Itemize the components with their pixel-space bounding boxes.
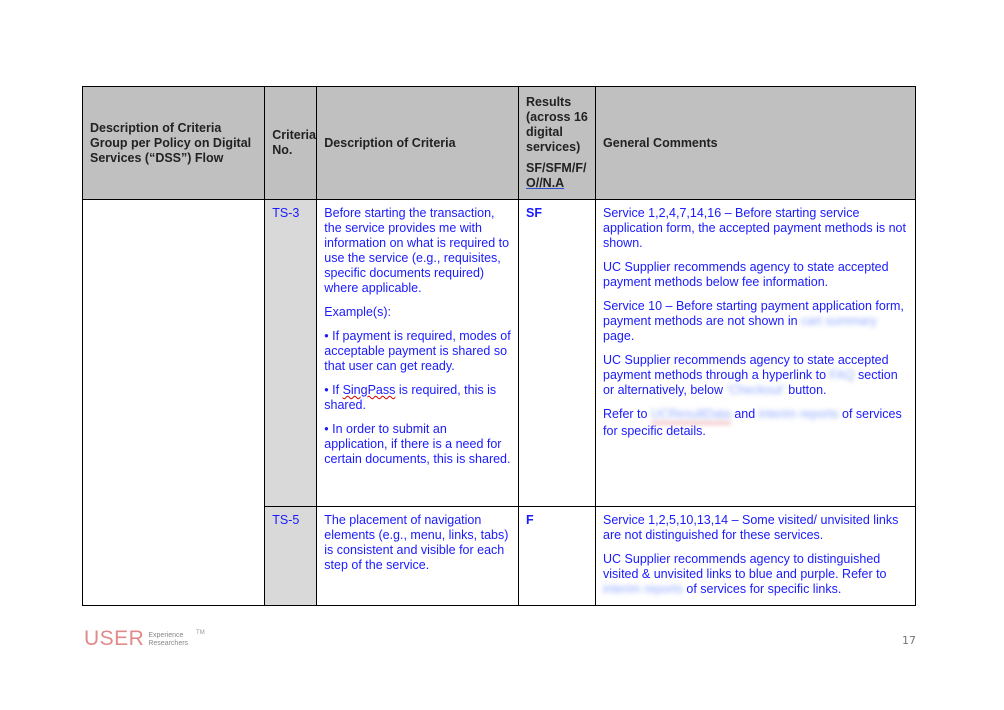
header-results-title: Results (across 16 digital services) bbox=[526, 95, 588, 154]
comments-cell bbox=[596, 200, 916, 507]
page-number: 17 bbox=[902, 634, 916, 647]
comment-text: of services for specific links. bbox=[682, 582, 842, 596]
redacted-text: ‘Checkout’ bbox=[726, 383, 785, 397]
logo-sub-line1: Experience bbox=[148, 632, 184, 639]
comment-text: button. bbox=[784, 383, 827, 397]
header-group: Description of Criteria Group per Policy on Digital Services (“DSS”) Flow bbox=[83, 87, 265, 200]
results-codes-b: O//N.A bbox=[526, 176, 565, 190]
criteria-no-cell: TS-5 bbox=[265, 507, 317, 606]
comment-para bbox=[603, 407, 909, 439]
redacted-link[interactable]: UCResultData bbox=[651, 407, 731, 424]
comment-para: UC Supplier recommends agency to state accepted payment methods below fee information. bbox=[603, 260, 889, 289]
comment-para bbox=[603, 552, 909, 597]
company-logo bbox=[84, 628, 205, 650]
redacted-text: cart summary bbox=[801, 314, 877, 328]
description-para: The placement of navigation elements (e.g., menu, links, tabs) is consistent and visible for each step of the service. bbox=[324, 513, 509, 572]
description-para: Before starting the transaction, the service provides me with information on what is required to use the service (e.g., requisites, specific documents required) where applicable. bbox=[324, 206, 510, 295]
table-row bbox=[83, 200, 916, 507]
comment-text: page. bbox=[603, 329, 635, 343]
description-para bbox=[324, 383, 512, 413]
criteria-table bbox=[82, 86, 916, 606]
result-cell: SF bbox=[519, 200, 596, 507]
comment-text: UC Supplier recommends agency to state accepted payment methods through a hyperlink to bbox=[603, 353, 889, 382]
comment-text: and bbox=[730, 407, 759, 421]
logo-sub-line2: Researchers bbox=[148, 640, 189, 647]
redacted-text: FAQ bbox=[829, 368, 855, 382]
comments-cell bbox=[596, 507, 916, 606]
header-results bbox=[519, 87, 596, 200]
logo-subtitle bbox=[148, 632, 188, 648]
comment-text: Refer to bbox=[603, 407, 651, 421]
singpass-suffix: is required, this is shared. bbox=[324, 383, 497, 412]
description-cell bbox=[317, 200, 519, 507]
singpass-prefix: • If bbox=[324, 383, 343, 397]
description-para: • In order to submit an application, if there is a need for certain documents, this is shared. bbox=[324, 422, 511, 466]
description-para: • If payment is required, modes of acceptable payment is shared so that user can get ready. bbox=[324, 329, 511, 373]
logo-wordmark: USER bbox=[84, 627, 145, 650]
comment-text: of services for specific details. bbox=[603, 407, 902, 438]
header-description: Description of Criteria bbox=[317, 87, 519, 200]
comment-text: Service 10 – Before starting payment application form, payment methods are not shown in bbox=[603, 299, 904, 328]
description-cell bbox=[317, 507, 519, 606]
header-results-codes bbox=[526, 161, 589, 191]
group-cell bbox=[83, 200, 265, 606]
comment-para bbox=[603, 353, 909, 398]
header-comments: General Comments bbox=[596, 87, 916, 200]
trademark-mark: TM bbox=[196, 630, 205, 636]
redacted-link[interactable]: interim reports bbox=[603, 582, 683, 596]
comment-para: Service 1,2,5,10,13,14 – Some visited/ unvisited links are not distinguished for these services. bbox=[603, 513, 899, 542]
result-cell: F bbox=[519, 507, 596, 606]
singpass-word: SingPass bbox=[342, 383, 396, 397]
header-criteria-no: Criteria No. bbox=[265, 87, 317, 200]
results-codes-a: SF/SFM/F/ bbox=[526, 161, 587, 175]
comment-para bbox=[603, 299, 909, 344]
description-para: Example(s): bbox=[324, 305, 391, 319]
comment-text: UC Supplier recommends agency to distinguished visited & unvisited links to blue and purple. Refer to bbox=[603, 552, 887, 581]
redacted-link[interactable]: interim reports bbox=[758, 407, 839, 421]
comment-para: Service 1,2,4,7,14,16 – Before starting service application form, the accepted payment methods is not shown. bbox=[603, 206, 906, 250]
criteria-no-cell: TS-3 bbox=[265, 200, 317, 507]
table-header-row bbox=[83, 87, 916, 200]
comment-text: section or alternatively, below bbox=[603, 368, 898, 397]
